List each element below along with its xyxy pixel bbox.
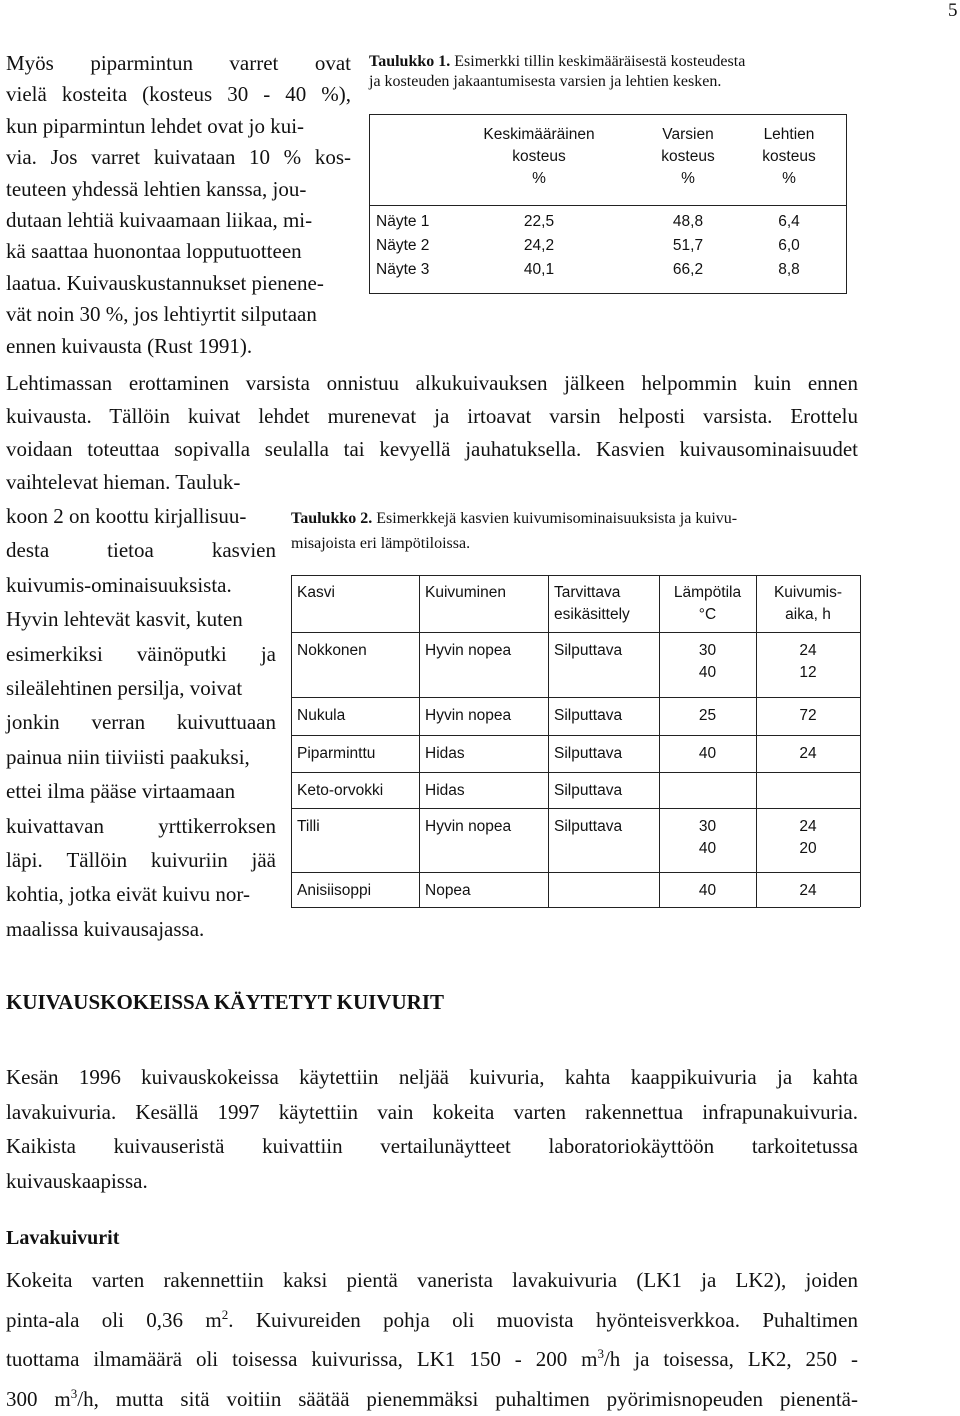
- word: (kosteus: [142, 79, 212, 110]
- table2-cell-pre: [554, 780, 653, 802]
- table2-cell-plant: [297, 705, 413, 727]
- table2-cell-plant: [297, 640, 413, 662]
- word: Jos: [51, 142, 78, 173]
- table1-header-text: Varsien: [608, 124, 768, 146]
- word: tietoa: [107, 533, 154, 567]
- table2-header-text: aika, h: [762, 604, 854, 626]
- text-line: [6, 174, 351, 205]
- text-line: [6, 331, 351, 362]
- word: 30: [227, 79, 248, 110]
- line-text: 300 m: [6, 1387, 71, 1411]
- line-text: /h, mutta sitä voitiin säätää pienemmäksi puhaltimen pyörimisnopeuden pienentä-: [77, 1387, 858, 1411]
- text-line: [6, 568, 276, 602]
- table1-row-label: Näyte 1: [376, 210, 429, 234]
- table2-cell-drying: [425, 816, 542, 838]
- table1-cell: 66,2: [658, 258, 718, 282]
- table2-cell-pre: [554, 640, 653, 662]
- intro-paragraph: [6, 48, 351, 362]
- table2-cell-text: 40: [665, 662, 750, 684]
- table2-cell-text: Hidas: [425, 743, 542, 765]
- table2-cell-time: [762, 640, 854, 684]
- word: jonkin: [6, 705, 60, 739]
- text-line: [6, 142, 351, 173]
- table1-cell: 40,1: [509, 258, 569, 282]
- table2-cell-text: Hidas: [425, 780, 542, 802]
- table2-col-rule: [291, 575, 292, 907]
- text-line: [6, 236, 351, 267]
- table1-caption: [369, 52, 745, 72]
- table2-cell-text: 24: [762, 880, 854, 902]
- table1-header-text: %: [608, 168, 768, 190]
- word: yrttikerroksen: [158, 809, 276, 843]
- line-text: kohtia, jotka eivät kuivu nor-: [6, 882, 250, 906]
- table2-header-cell: [665, 582, 750, 626]
- table2-cell-text: Nokkonen: [297, 640, 413, 662]
- table2-cell-text: Keto-orvokki: [297, 780, 413, 802]
- line-text: painua niin tiiviisti paakuksi,: [6, 745, 250, 769]
- table2-cell-text: Hyvin nopea: [425, 816, 542, 838]
- line-text: vät noin 30 %, jos lehtiyrtit silputaan: [6, 302, 317, 326]
- text-line: [6, 533, 276, 567]
- table2-row-rule: [291, 907, 860, 908]
- subheading: Lavakuivurit: [6, 1227, 119, 1250]
- line-text: . Kuivureiden pohja oli muovista hyönteisverkkoa. Puhaltimen: [228, 1308, 858, 1332]
- table2-cell-text: 72: [762, 705, 854, 727]
- word: ovat: [315, 48, 351, 79]
- table2-cell-pre: [554, 816, 653, 838]
- section-heading: KUIVAUSKOKEISSA KÄYTETYT KUIVURIT: [6, 990, 444, 1015]
- text-line: [6, 602, 276, 636]
- text-line: [6, 299, 351, 330]
- table1-cell: 6,0: [759, 234, 819, 258]
- word: Tällöin: [66, 843, 127, 877]
- table1-cell: 8,8: [759, 258, 819, 282]
- text-line: [6, 809, 276, 843]
- text-line: [6, 912, 276, 946]
- table1-cell: 22,5: [509, 210, 569, 234]
- table2-header-text: Tarvittava: [554, 582, 653, 604]
- table2-caption-2: misajoista eri lämpötiloissa.: [291, 534, 470, 554]
- text-line: voidaan toteuttaa sopivalla seulalla tai kevyellä jauhatuksella. Kasvien kuivausominaisuudet: [6, 433, 858, 466]
- table2-cell-drying: [425, 743, 542, 765]
- drying-properties-paragraph: [6, 499, 276, 946]
- line-text: koon 2 on koottu kirjallisuu-: [6, 504, 246, 528]
- word: läpi.: [6, 843, 43, 877]
- word: varret: [229, 48, 278, 79]
- text-line: [6, 205, 351, 236]
- table2-cell-text: 25: [665, 705, 750, 727]
- table2-cell-text: Silputtava: [554, 816, 653, 838]
- line-text: Hyvin lehtevät kasvit, kuten: [6, 607, 243, 631]
- table2-header-text: Kuivuminen: [425, 582, 542, 604]
- table2-cell-text: Anisiisoppi: [297, 880, 413, 902]
- word: kuivuriin: [151, 843, 228, 877]
- table2-cell-temp: [665, 743, 750, 765]
- table2-row-rule: [291, 697, 860, 698]
- text-line: [6, 843, 276, 877]
- line-text: sileälehtinen persilja, voivat: [6, 676, 242, 700]
- section-paragraph: [6, 1060, 858, 1198]
- text-line: [6, 877, 276, 911]
- table2-cell-pre: [554, 705, 653, 727]
- text-line: [6, 774, 276, 808]
- text-line: [6, 48, 351, 79]
- text-line: [6, 111, 351, 142]
- table1-cell: 48,8: [658, 210, 718, 234]
- text-line: [6, 705, 276, 739]
- text-line: Kaikista kuivauseristä kuivattiin vertailunäytteet laboratoriokäyttöön tarkoitetussa: [6, 1129, 858, 1164]
- table2-cell-plant: [297, 780, 413, 802]
- text-line: Lehtimassan erottaminen varsista onnistuu alkukuivauksen jälkeen helpommin kuin ennen: [6, 367, 858, 400]
- table2-cell-plant: [297, 816, 413, 838]
- separation-paragraph: [6, 367, 858, 499]
- word: väinöputki: [137, 637, 227, 671]
- word: 10: [249, 142, 270, 173]
- superscript: 3: [597, 1346, 604, 1361]
- table2-cell-drying: [425, 780, 542, 802]
- superscript: 2: [222, 1307, 229, 1322]
- table2-cell-text: Piparminttu: [297, 743, 413, 765]
- text-line: Kesän 1996 kuivauskokeissa käytettiin neljää kuivuria, kahta kaappikuivuria ja kahta: [6, 1060, 858, 1095]
- table1-caption-text-1: Esimerkki tillin keskimääräisestä kosteudesta: [454, 53, 745, 70]
- text-line: kuivausta. Tällöin kuivat lehdet murenevat ja irtoavat varsin helposti varsista. Erottelu: [6, 400, 858, 433]
- table2-cell-time: [762, 705, 854, 727]
- table2-cell-text: 24: [762, 743, 854, 765]
- word: kasvien: [212, 533, 276, 567]
- table2-row-rule: [291, 632, 860, 633]
- table2-cell-text: Silputtava: [554, 780, 653, 802]
- table1-header-text: kosteus: [608, 146, 768, 168]
- table2-cell-text: 30: [665, 816, 750, 838]
- line-text: kun piparmintun lehdet ovat jo kui-: [6, 114, 304, 138]
- line-text: ennen kuivausta (Rust 1991).: [6, 334, 252, 358]
- table2-cell-temp: [665, 816, 750, 860]
- table2-caption-label: Taulukko 2.: [291, 510, 372, 527]
- table2-cell-plant: [297, 880, 413, 902]
- table2-cell-pre: [554, 743, 653, 765]
- table1-header-rule: [369, 205, 847, 206]
- table2-col-rule: [756, 575, 757, 907]
- table2-header-text: Kasvi: [297, 582, 413, 604]
- superscript: 3: [71, 1386, 78, 1401]
- page-number: 5: [948, 0, 958, 22]
- line-text: kuivumis-ominaisuuksista.: [6, 573, 232, 597]
- word: %),: [321, 79, 351, 110]
- line-text: /h ja toisessa, LK2, 250 -: [604, 1347, 858, 1371]
- word: Myös: [6, 48, 54, 79]
- table2-header-cell: [297, 582, 413, 604]
- table2-header-cell: [425, 582, 542, 604]
- table1-caption-2: ja kosteuden jakaantumisesta varsien ja lehtien kesken.: [369, 72, 721, 92]
- table2-cell-temp: [665, 880, 750, 902]
- table1-header-text: Keskimääräinen: [459, 124, 619, 146]
- word: 40: [285, 79, 306, 110]
- text-line: [6, 1337, 858, 1377]
- table1-header-cell: [709, 124, 869, 190]
- table2-row-rule: [291, 872, 860, 873]
- table2-cell-text: Silputtava: [554, 640, 653, 662]
- line-text: kä saattaa huonontaa lopputuotteen: [6, 239, 302, 263]
- word: kuivataan: [154, 142, 236, 173]
- text-line: [6, 1263, 858, 1298]
- table2-row-rule: [291, 772, 860, 773]
- table2-header-text: esikäsittely: [554, 604, 653, 626]
- line-text: Kokeita varten rakennettiin kaksi pientä vanerista lavakuivuria (LK1 ja LK2), joiden: [6, 1268, 858, 1292]
- table2-header-cell: [762, 582, 854, 626]
- lavakuivurit-paragraph: [6, 1263, 858, 1416]
- table2-cell-text: Silputtava: [554, 743, 653, 765]
- word: kos-: [315, 142, 351, 173]
- word: %: [284, 142, 302, 173]
- text-line: vaihtelevat hieman. Tauluk-: [6, 466, 858, 499]
- line-text: laatua. Kuivauskustannukset pienene-: [6, 271, 324, 295]
- table1-row-label: Näyte 3: [376, 258, 429, 282]
- table2-row-rule: [291, 575, 860, 576]
- line-text: teuteen yhdessä lehtien kanssa, jou-: [6, 177, 306, 201]
- table2-cell-text: Nopea: [425, 880, 542, 902]
- text-line: [6, 740, 276, 774]
- word: kuivattavan: [6, 809, 104, 843]
- table2-cell-plant: [297, 743, 413, 765]
- table2-row-rule: [291, 808, 860, 809]
- table2-cell-temp: [665, 705, 750, 727]
- table1-cell: 51,7: [658, 234, 718, 258]
- text-line: kuivauskaapissa.: [6, 1164, 858, 1199]
- table2-cell-drying: [425, 640, 542, 662]
- word: esimerkiksi: [6, 637, 103, 671]
- table1-header-text: kosteus: [459, 146, 619, 168]
- table2-cell-text: 24: [762, 816, 854, 838]
- table2-caption: [291, 509, 737, 529]
- table2-cell-text: 40: [665, 838, 750, 860]
- word: verran: [91, 705, 145, 739]
- table1-header-text: Lehtien: [709, 124, 869, 146]
- table2-cell-text: 12: [762, 662, 854, 684]
- word: -: [263, 79, 270, 110]
- table2-cell-text: 40: [665, 743, 750, 765]
- table2-col-rule: [659, 575, 660, 907]
- table2-row-rule: [291, 735, 860, 736]
- text-line: [6, 79, 351, 110]
- table2-header-text: Lämpötila: [665, 582, 750, 604]
- table1-header-text: kosteus: [709, 146, 869, 168]
- table1-header-text: %: [709, 168, 869, 190]
- table2-cell-time: [762, 743, 854, 765]
- text-line: [6, 1298, 858, 1338]
- word: desta: [6, 533, 49, 567]
- table2-cell-text: Hyvin nopea: [425, 640, 542, 662]
- word: piparmintun: [90, 48, 193, 79]
- table1-cell: 6,4: [759, 210, 819, 234]
- table1-cell: 24,2: [509, 234, 569, 258]
- text-line: [6, 1377, 858, 1416]
- word: ja: [261, 637, 276, 671]
- table1-row-label: Näyte 2: [376, 234, 429, 258]
- word: kosteita: [62, 79, 127, 110]
- table2-cell-text: 24: [762, 640, 854, 662]
- table2-col-rule: [860, 575, 861, 907]
- table2-cell-temp: [665, 640, 750, 684]
- text-line: [6, 637, 276, 671]
- table2-cell-text: 40: [665, 880, 750, 902]
- line-text: dutaan lehtiä kuivaamaan liikaa, mi-: [6, 208, 312, 232]
- table1-caption-label: Taulukko 1.: [369, 53, 450, 70]
- table2-header-cell: [554, 582, 653, 626]
- line-text: ettei ilma pääse virtaamaan: [6, 779, 235, 803]
- text-line: [6, 671, 276, 705]
- table1-header-cell: [459, 124, 619, 190]
- table2-cell-drying: [425, 880, 542, 902]
- table2-cell-text: Hyvin nopea: [425, 705, 542, 727]
- line-text: tuottama ilmamäärä oli toisessa kuivurissa, LK1 150 - 200 m: [6, 1347, 597, 1371]
- word: varret: [91, 142, 140, 173]
- table2-header-text: °C: [665, 604, 750, 626]
- table2-cell-text: 30: [665, 640, 750, 662]
- table2-col-rule: [419, 575, 420, 907]
- table2-cell-time: [762, 880, 854, 902]
- table2-header-text: Kuivumis-: [762, 582, 854, 604]
- table2-cell-text: 20: [762, 838, 854, 860]
- text-line: [6, 499, 276, 533]
- word: vielä: [6, 79, 47, 110]
- word: jää: [252, 843, 276, 877]
- word: via.: [6, 142, 37, 173]
- table2-cell-text: Silputtava: [554, 705, 653, 727]
- table2-caption-text-1: Esimerkkejä kasvien kuivumisominaisuuksista ja kuivu-: [376, 510, 737, 527]
- word: kuivuttuaan: [177, 705, 276, 739]
- table2-cell-time: [762, 816, 854, 860]
- table2-cell-text: Tilli: [297, 816, 413, 838]
- table1-header-text: %: [459, 168, 619, 190]
- text-line: lavakuivuria. Kesällä 1997 käytettiin vain kokeita varten rakennettua infrapunakuivuria.: [6, 1095, 858, 1130]
- table2-cell-drying: [425, 705, 542, 727]
- line-text: pinta-ala oli 0,36 m: [6, 1308, 222, 1332]
- line-text: maalissa kuivausajassa.: [6, 917, 204, 941]
- table2-cell-text: Nukula: [297, 705, 413, 727]
- table2-col-rule: [548, 575, 549, 907]
- text-line: [6, 268, 351, 299]
